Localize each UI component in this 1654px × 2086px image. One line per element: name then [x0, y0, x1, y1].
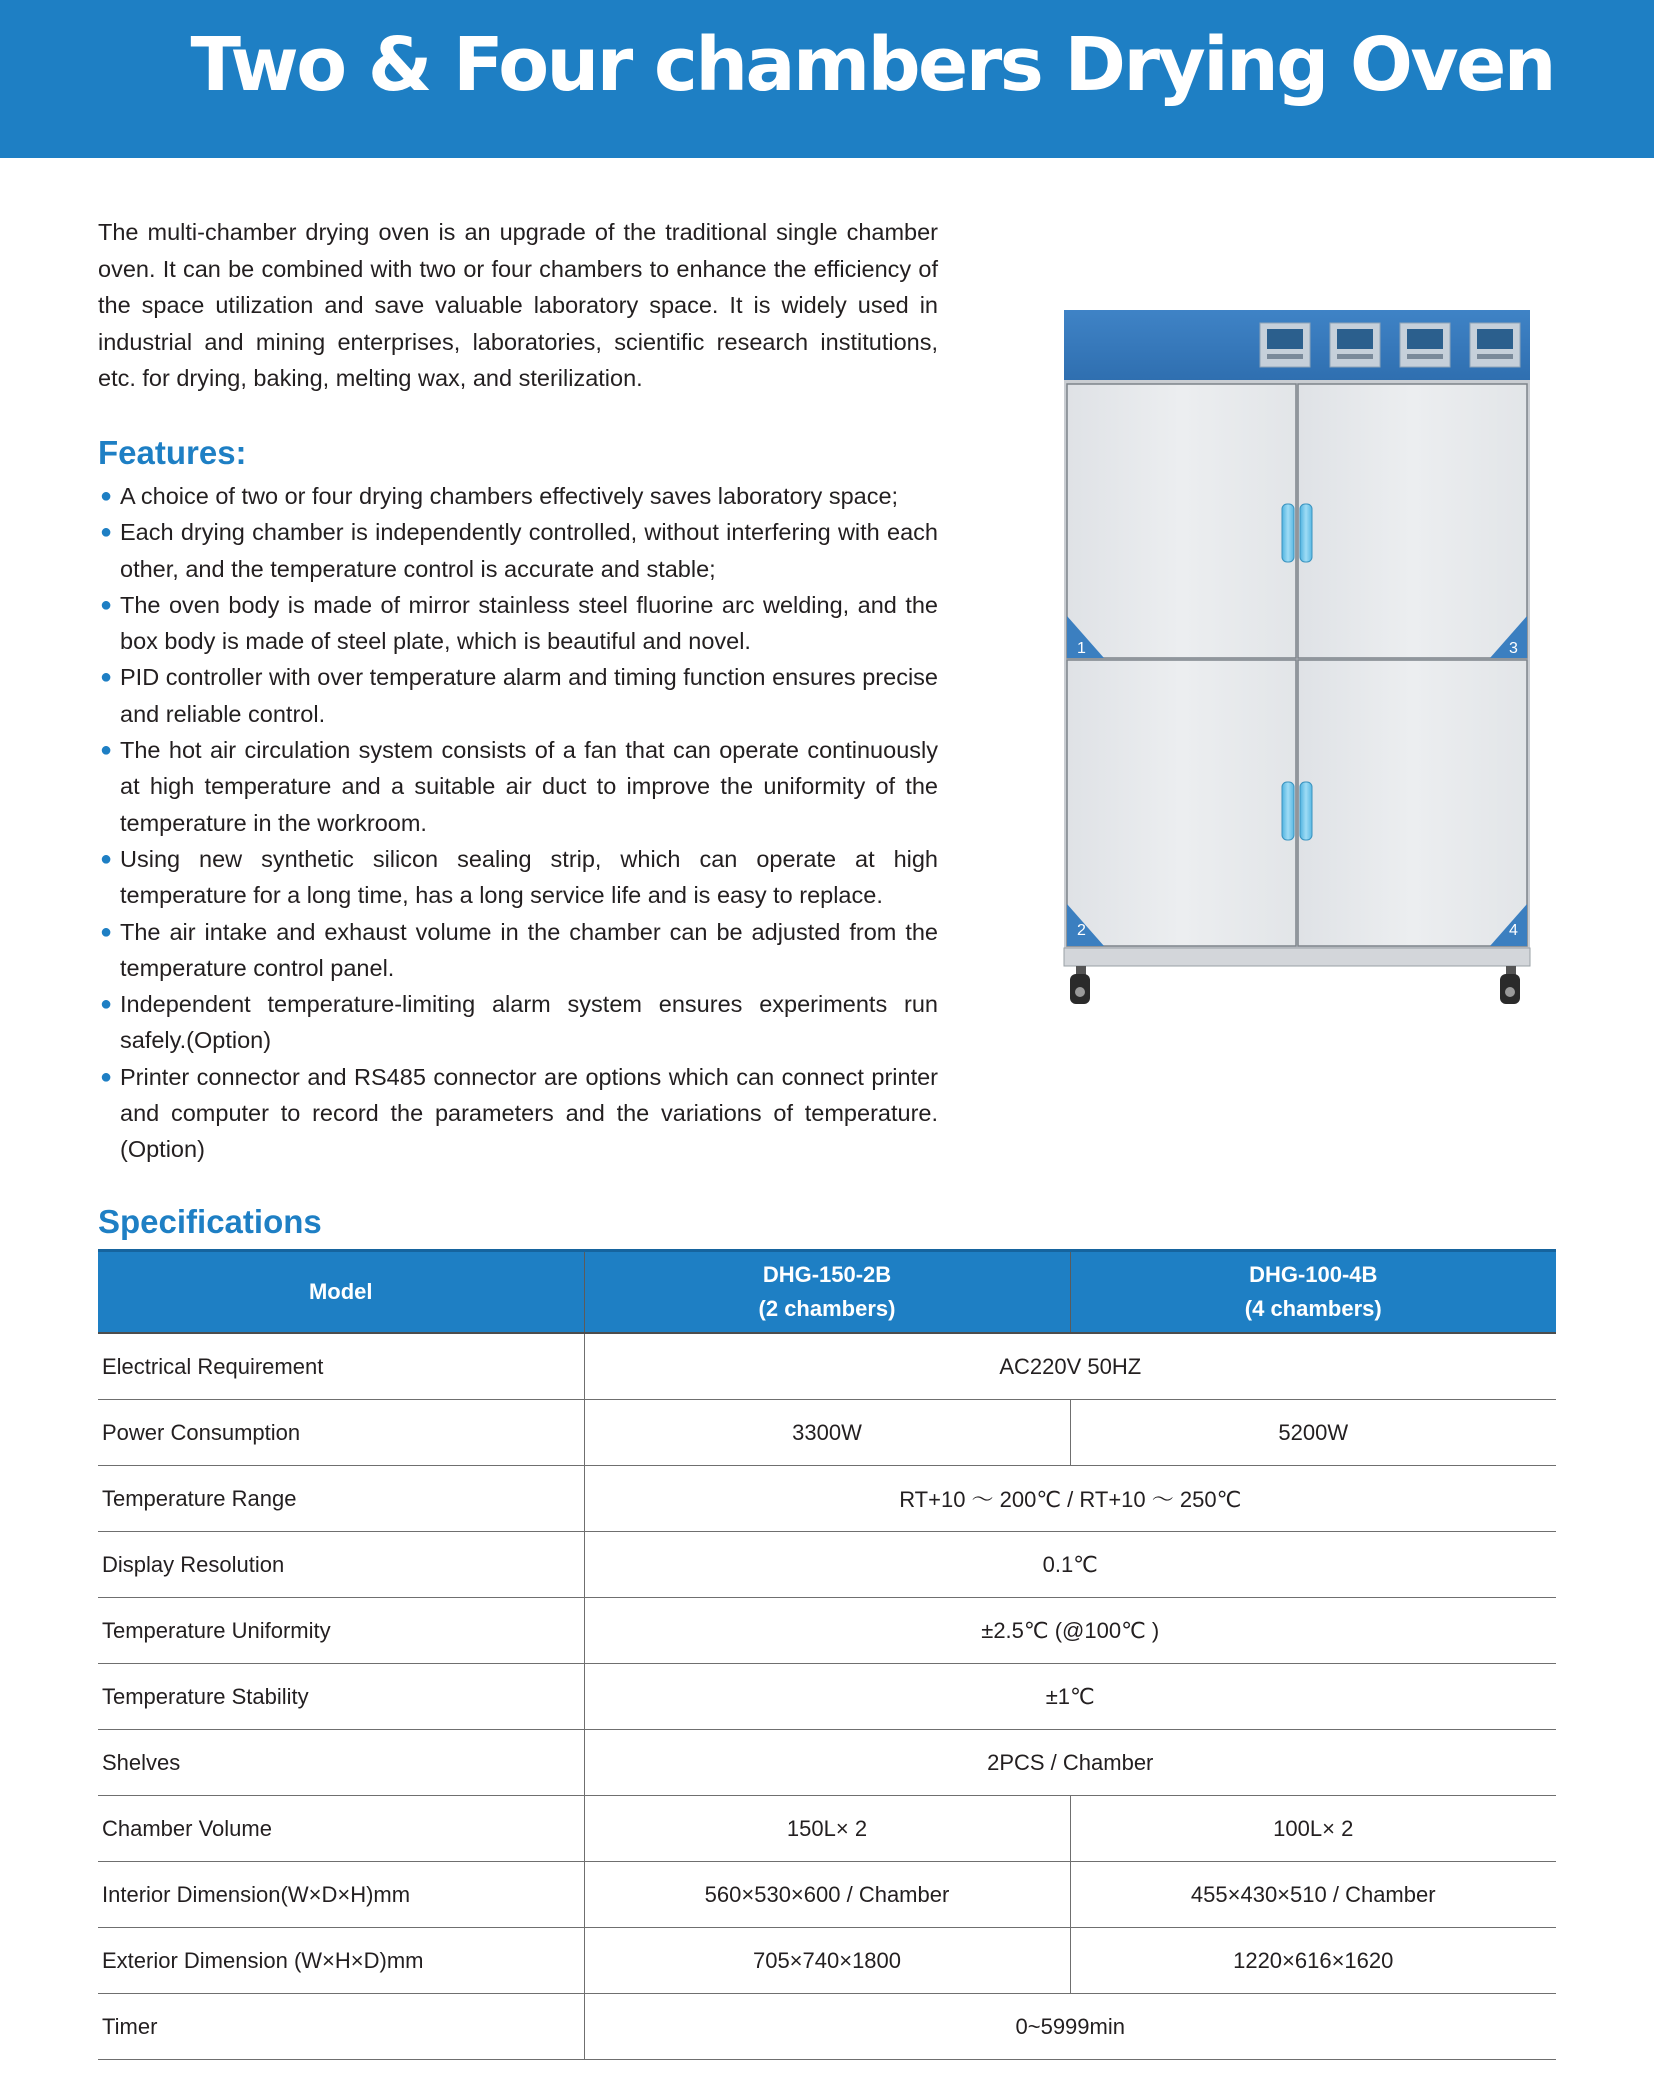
row-value: 1220×616×1620: [1070, 1928, 1556, 1994]
row-value: 560×530×600 / Chamber: [584, 1862, 1070, 1928]
table-row: [98, 1994, 1556, 2060]
row-label: Display Resolution: [98, 1532, 584, 1598]
feature-item: [98, 514, 938, 587]
row-label: Chamber Volume: [98, 1796, 584, 1862]
feature-text: The hot air circulation system consists of a fan that can operate continuously at high temperature and a suitable air duct to improve the uniformity of the temperature in the workroom.: [120, 737, 938, 836]
row-value: 0.1℃: [584, 1532, 1556, 1598]
feature-item: [98, 659, 938, 732]
feature-text: Independent temperature-limiting alarm system ensures experiments run safely.(Option): [120, 991, 938, 1054]
table-row: [98, 1466, 1556, 1532]
table-row: [98, 1862, 1556, 1928]
row-value: AC220V 50HZ: [584, 1333, 1556, 1400]
feature-item: [98, 732, 938, 841]
bullet-icon: ●: [100, 666, 113, 689]
table-row: [98, 1730, 1556, 1796]
header-banner: [0, 0, 1654, 158]
bullet-icon: ●: [100, 847, 113, 870]
caster-wheel-right: [1500, 966, 1520, 1004]
door-4: [1298, 660, 1527, 946]
oven-base: [1064, 948, 1530, 966]
bullet-icon: ●: [100, 521, 113, 544]
table-row: [98, 1664, 1556, 1730]
table-row: [98, 1928, 1556, 1994]
chamber-label-4: 4: [1509, 922, 1518, 939]
chamber-label-1: 1: [1077, 640, 1086, 657]
row-value: ±2.5℃ (@100℃ ): [584, 1598, 1556, 1664]
row-value: 705×740×1800: [584, 1928, 1070, 1994]
feature-text: The oven body is made of mirror stainless steel fluorine arc welding, and the box body is made of steel plate, which is beautiful and novel.: [120, 591, 938, 655]
table-row: [98, 1598, 1556, 1664]
bullet-icon: ●: [100, 1065, 113, 1088]
page-title: Two & Four chambers Drying Oven: [190, 22, 1554, 108]
row-value: 150L× 2: [584, 1796, 1070, 1862]
controller-display-2: [1330, 323, 1380, 367]
bullet-icon: ●: [100, 485, 113, 507]
table-row: [98, 1333, 1556, 1400]
row-label: Temperature Stability: [98, 1664, 584, 1730]
row-label: Shelves: [98, 1730, 584, 1796]
features-heading: Features:: [98, 434, 247, 471]
door-1: [1067, 384, 1296, 658]
table-row: [98, 1532, 1556, 1598]
door-2: [1067, 660, 1296, 946]
bullet-icon: ●: [100, 593, 113, 616]
row-label: Power Consumption: [98, 1400, 584, 1466]
feature-item: [98, 587, 938, 660]
row-label: Timer: [98, 1994, 584, 2060]
row-label: Temperature Range: [98, 1466, 584, 1532]
row-label: Temperature Uniformity: [98, 1598, 584, 1664]
feature-item: [98, 1059, 938, 1168]
features-list: [98, 478, 938, 1168]
caster-wheel-left: [1070, 966, 1090, 1004]
row-value: 0~5999min: [584, 1994, 1556, 2060]
table-row: [98, 1400, 1556, 1466]
row-value: RT+10 ～ 200℃ / RT+10 ～ 250℃: [584, 1466, 1556, 1532]
table-header-row: [98, 1251, 1556, 1334]
specifications-table: [98, 1249, 1556, 2060]
feature-item: [98, 841, 938, 914]
door-handle: [1282, 782, 1294, 840]
specifications-heading: Specifications: [98, 1203, 322, 1240]
chamber-label-3: 3: [1509, 640, 1518, 657]
row-value: 100L× 2: [1070, 1796, 1556, 1862]
row-label: Interior Dimension(W×D×H)mm: [98, 1862, 584, 1928]
controller-display-4: [1470, 323, 1520, 367]
feature-item: [98, 478, 938, 514]
feature-item: [98, 986, 938, 1059]
door-handle: [1300, 504, 1312, 562]
bullet-icon: ●: [100, 920, 113, 943]
feature-item: [98, 914, 938, 987]
feature-text: Each drying chamber is independently controlled, without interfering with each other, and the temperature control is accurate and stable;: [120, 519, 938, 582]
feature-text: A choice of two or four drying chambers effectively saves laboratory space;: [120, 483, 899, 509]
feature-text: PID controller with over temperature alarm and timing function ensures precise and reliable control.: [120, 664, 938, 727]
row-value: ±1℃: [584, 1664, 1556, 1730]
row-label: Electrical Requirement: [98, 1333, 584, 1400]
door-3: [1298, 384, 1527, 658]
feature-text: Using new synthetic silicon sealing strip, which can operate at high temperature for a long time, has a long service life and is easy to replace.: [120, 845, 938, 909]
controller-display-3: [1400, 323, 1450, 367]
controller-display-1: [1260, 323, 1310, 367]
row-value: 2PCS / Chamber: [584, 1730, 1556, 1796]
feature-text: Printer connector and RS485 connector are options which can connect printer and computer to record the parameters and the variations of temperature.(Option): [120, 1063, 938, 1163]
row-value: 5200W: [1070, 1400, 1556, 1466]
chamber-label-2: 2: [1077, 922, 1086, 939]
feature-text: The air intake and exhaust volume in the chamber can be adjusted from the temperature control panel.: [120, 918, 938, 981]
row-value: 455×430×510 / Chamber: [1070, 1862, 1556, 1928]
door-handle: [1282, 504, 1294, 562]
table-row: [98, 1796, 1556, 1862]
bullet-icon: ●: [100, 993, 113, 1016]
row-label: Exterior Dimension (W×H×D)mm: [98, 1928, 584, 1994]
oven-product-image: [1062, 308, 1542, 1010]
model-col-dhg-150-2b: DHG-150-2B (2 chambers): [584, 1251, 1070, 1334]
row-value: 3300W: [584, 1400, 1070, 1466]
door-handle: [1300, 782, 1312, 840]
intro-paragraph: The multi-chamber drying oven is an upgrade of the traditional single chamber oven. It can be combined with two or four chambers to enhance the efficiency of the space utilization and save valuable laboratory space. It is widely used in industrial and mining enterprises, laboratories, scientific research institutions, etc. for drying, baking, melting wax, and sterilization.: [98, 219, 938, 391]
model-col-dhg-100-4b: DHG-100-4B (4 chambers): [1070, 1251, 1556, 1334]
bullet-icon: ●: [100, 739, 113, 762]
model-header: Model: [98, 1251, 584, 1334]
